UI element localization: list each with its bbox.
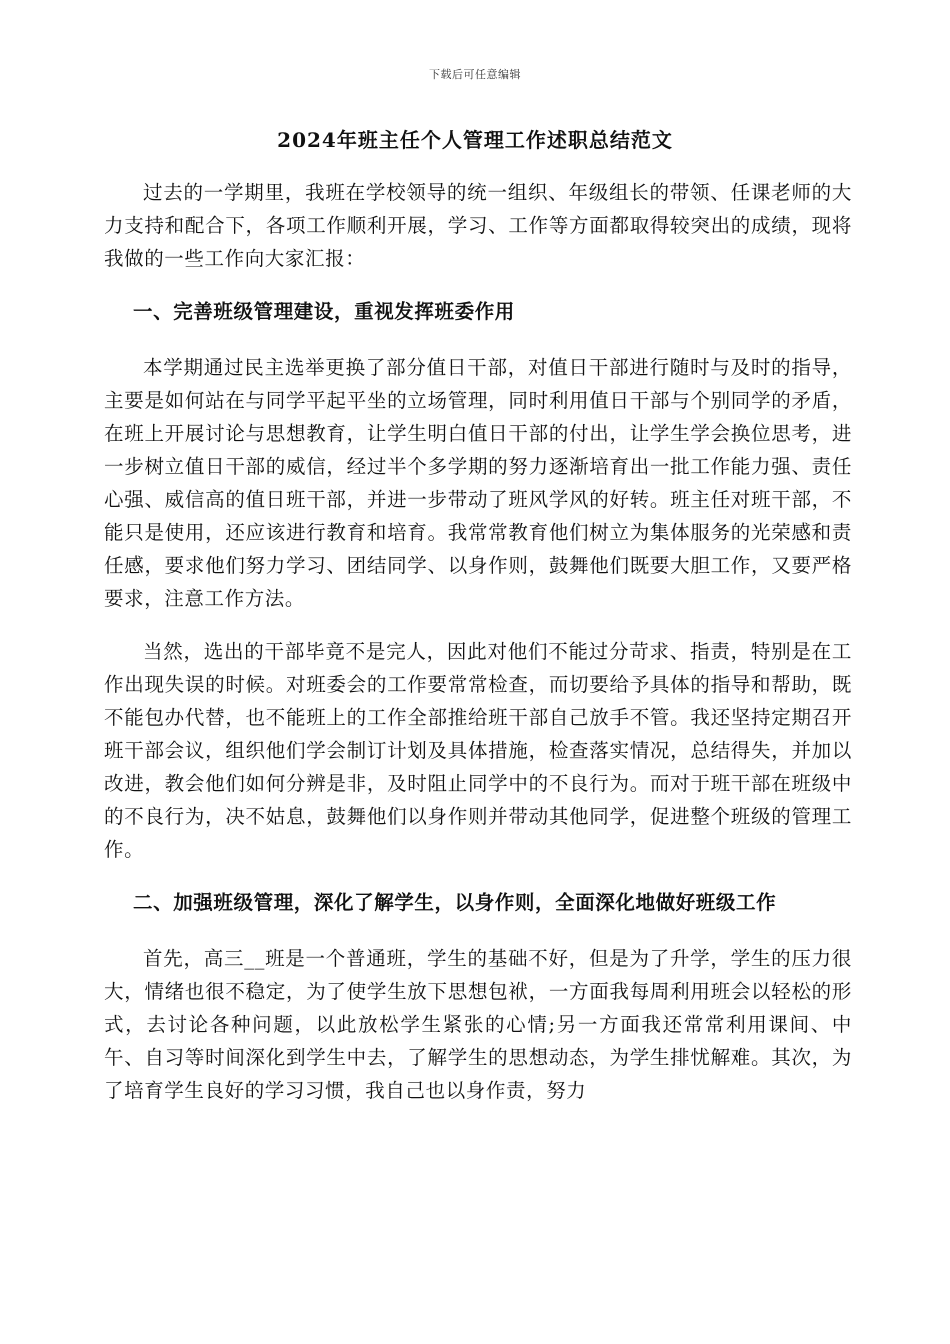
- document-title: 2024年班主任个人管理工作述职总结范文: [277, 128, 673, 152]
- document-body: [104, 176, 852, 1127]
- section-heading-2: 二、加强班级管理，深化了解学生，以身作则，全面深化地做好班级工作: [133, 891, 777, 914]
- page-header: 下载后可任意编辑: [429, 68, 521, 81]
- section-1-paragraph-1: 本学期通过民主选举更换了部分值日干部，对值日干部进行随时与及时的指导，主要是如何站在与同学平起平坐的立场管理，同时利用值日干部与个别同学的矛盾，在班上开展讨论与思想教育，让学生明白值日干部的付出，让学生学会换位思考，进一步树立值日干部的威信，经过半个多学期的努力逐渐培育出一批工作能力强、责任心强、威信高的值日班干部，并进一步带动了班风学风的好转。班主任对班干部，不能只是使用，还应该进行教育和培育。我常常教育他们树立为集体服务的光荣感和责任感，要求他们努力学习、团结同学、以身作则，鼓舞他们既要大胆工作，又要严格要求，注意工作方法。: [104, 356, 852, 610]
- section-2-paragraph-1: 首先，高三__班是一个普通班，学生的基础不好，但是为了升学，学生的压力很大，情绪也很不稳定，为了使学生放下思想包袱，一方面我每周利用班会以轻松的形式，去讨论各种问题，以此放松学生紧张的心情;另一方面我还常常利用课间、中午、自习等时间深化到学生中去，了解学生的思想动态，为学生排忧解难。其次，为了培育学生良好的学习习惯，我自己也以身作责，努力: [104, 947, 852, 1102]
- section-1-paragraph-2: 当然，选出的干部毕竟不是完人，因此对他们不能过分苛求、指责，特别是在工作出现失误的时候。对班委会的工作要常常检查，而切要给予具体的指导和帮助，既不能包办代替，也不能班上的工作全部推给班干部自己放手不管。我还坚持定期召开班干部会议，组织他们学会制订计划及具体措施，检查落实情况，总结得失，并加以改进，教会他们如何分辨是非，及时阻止同学中的不良行为。而对于班干部在班级中的不良行为，决不姑息，鼓舞他们以身作则并带动其他同学，促进整个班级的管理工作。: [104, 640, 852, 861]
- section-heading-1: 一、完善班级管理建设，重视发挥班委作用: [133, 300, 515, 323]
- intro-paragraph: 过去的一学期里，我班在学校领导的统一组织、年级组长的带领、任课老师的大力支持和配合下，各项工作顺利开展，学习、工作等方面都取得较突出的成绩，现将我做的一些工作向大家汇报：: [104, 181, 852, 270]
